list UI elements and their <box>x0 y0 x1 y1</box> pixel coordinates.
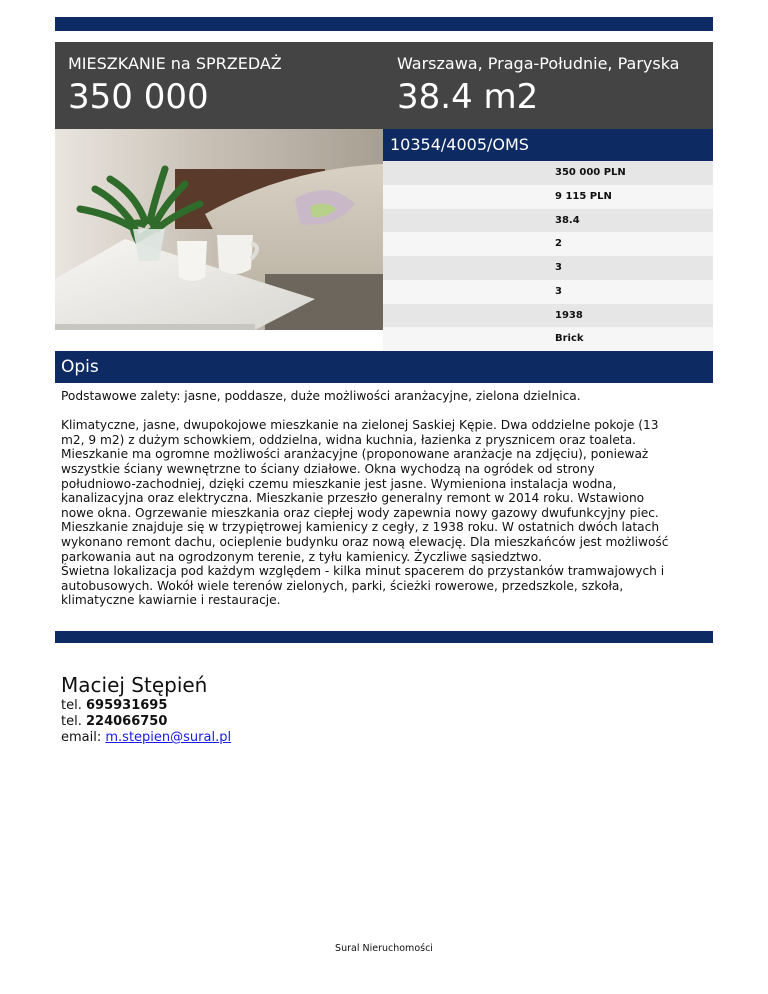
header-right <box>397 54 679 117</box>
listing-header <box>55 42 713 129</box>
agent-email-row <box>61 730 231 746</box>
location: Warszawa, Praga-Południe, Paryska <box>397 54 680 73</box>
divider-band <box>55 631 713 643</box>
description-line: południowo-zachodniej, dzięki czemu mieszkanie jest jasne. Wymieniona instalacja wodna, <box>61 476 617 491</box>
description-line: Mieszkanie ma ogromne możliwości aranżacyjne (proponowane aranżacje na zdjęciu), ponieważ <box>61 447 649 462</box>
agent-phone-2 <box>61 714 231 730</box>
header-left <box>68 54 282 117</box>
tel-label: tel. <box>61 698 86 713</box>
offer-details-panel <box>383 129 713 351</box>
area: 38.4 m2 <box>397 77 539 117</box>
param-price-per-m2: 9 115 PLN <box>383 185 713 209</box>
param-area: 38.4 <box>383 209 713 233</box>
property-photo-image <box>55 129 383 330</box>
description-line: Świetna lokalizacja pod każdym względem - kilka minut spacerem do przystanków tramwajowych i <box>61 564 665 579</box>
param-floors-total: 3 <box>383 280 713 304</box>
description-line: m2, 9 m2) z dużym schowkiem, oddzielna, widna kuchnia, łazienka z prysznicem oraz toaleta. <box>61 432 637 447</box>
description-line: kanalizacyjna oraz elektryczna. Mieszkanie przeszło generalny remont w 2014 roku. Wstawiono <box>61 491 645 506</box>
description-line: autobusowych. Wokół wiele terenów zielonych, parki, ścieżki rowerowe, przedszkole, szkoła, <box>61 578 624 593</box>
description-line: nowe okna. Ogrzewanie mieszkania oraz ciepłej wody zapewnia nowy gazowy dwufunkcyjny piec. <box>61 505 659 520</box>
tel-label: tel. <box>61 714 86 729</box>
description-line: parkowania aut na ogrodzonym terenie, z tyłu kamienicy. Życzliwe sąsiedztwo. <box>61 549 542 564</box>
price: 350 000 <box>68 77 209 117</box>
agent-contact <box>61 672 231 746</box>
description-line: wykonano remont dachu, ocieplenie budynku oraz nową elewację. Dla mieszkańców jest możliwość <box>61 534 669 549</box>
email-link[interactable]: m.stepien@sural.pl <box>105 730 232 745</box>
footer-company: Sural Nieruchomości <box>335 943 433 954</box>
offer-id: 10354/4005/OMS <box>383 129 713 161</box>
param-rooms: 2 <box>383 232 713 256</box>
param-material: Brick <box>383 327 713 351</box>
offer-type: MIESZKANIE na SPRZEDAŻ <box>68 54 282 73</box>
phone-number: 224066750 <box>85 714 168 729</box>
description-summary: Podstawowe zalety: jasne, poddasze, duże możliwości aranżacyjne, zielona dzielnica. <box>61 389 581 403</box>
description-body <box>61 418 711 608</box>
description-line: klimatyczne kawiarnie i restauracje. <box>61 593 281 608</box>
property-photo <box>55 129 383 330</box>
param-price: 350 000 PLN <box>383 161 713 185</box>
description-line: wszystkie ściany wewnętrzne to ściany działowe. Okna wychodzą na ogródek od strony <box>61 461 595 476</box>
param-floor: 3 <box>383 256 713 280</box>
email-label: email: <box>61 730 106 745</box>
description-section-title: Opis <box>55 351 713 383</box>
agent-phone-1 <box>61 698 231 714</box>
agent-name: Maciej Stępień <box>61 673 208 697</box>
phone-number: 695931695 <box>85 698 168 713</box>
description-text <box>61 389 711 608</box>
description-line: Klimatyczne, jasne, dwupokojowe mieszkanie na zielonej Saskiej Kępie. Dwa oddzielne pokoje (13 <box>61 418 659 433</box>
top-accent-band <box>55 17 713 31</box>
param-year-built: 1938 <box>383 304 713 328</box>
description-line: Mieszkanie znajduje się w trzypiętrowej kamienicy z cegły, z 1938 roku. W ostatnich dwóch latach <box>61 520 660 535</box>
